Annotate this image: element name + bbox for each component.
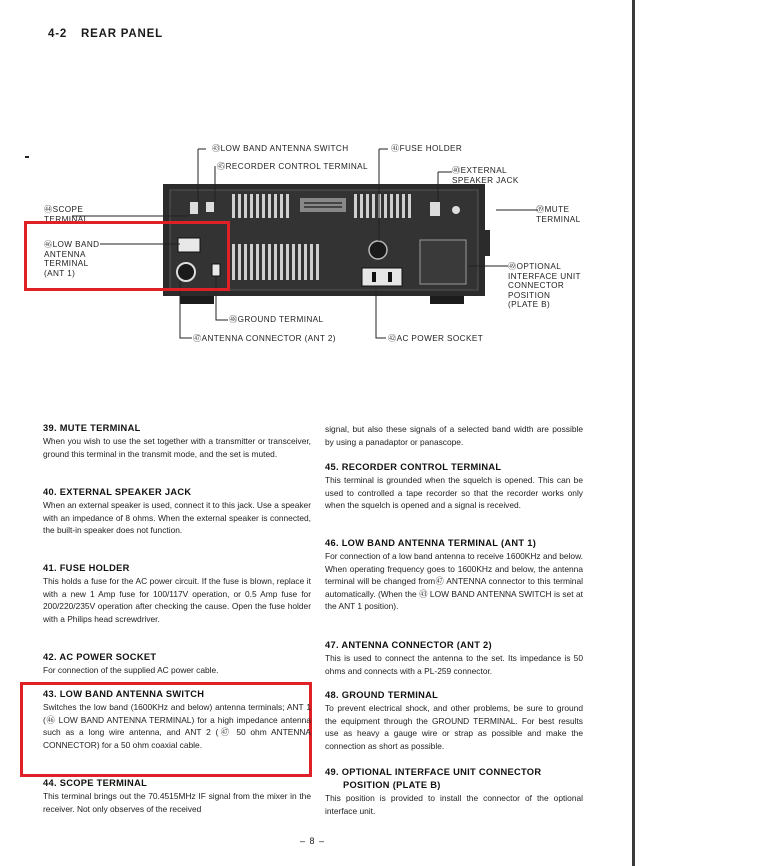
section-title: 46. LOW BAND ANTENNA TERMINAL (ANT 1) — [325, 538, 537, 548]
callout-external-speaker-jack: ㊵EXTERNAL SPEAKER JACK — [452, 166, 519, 185]
section-title-continued: POSITION (PLATE B) — [343, 780, 441, 790]
callout-low-band-antenna-terminal: ㊻LOW BAND ANTENNA TERMINAL (ANT 1) — [44, 240, 100, 278]
section-title: 41. FUSE HOLDER — [43, 563, 130, 573]
page-margin-area — [635, 0, 768, 866]
section-title: 40. EXTERNAL SPEAKER JACK — [43, 487, 192, 497]
side-handle — [485, 230, 490, 256]
section-title: 47. ANTENNA CONNECTOR (ANT 2) — [325, 640, 492, 650]
section-46 — [325, 537, 583, 613]
section-44 — [43, 777, 311, 815]
section-body: Switches the low band (1600KHz and below) antenna terminals; ANT 1 (㊻ LOW BAND ANTENNA TERMINAL) for a high impedance antenna such as a long wire antenna, and ANT 2 (㊼ 50 ohm ANTENNA CONNECTOR) for a 50 ohm coaxial cable. — [43, 702, 311, 750]
section-39 — [43, 422, 311, 460]
page-number: – 8 – — [300, 836, 326, 846]
fuse-holder-shape — [369, 241, 387, 259]
callout-scope-terminal: ㊹SCOPE TERMINAL — [44, 205, 89, 224]
section-body: This holds a fuse for the AC power circuit. If the fuse is blown, replace it with a new 1 Amp fuse for 100/117V operation, or 0.5 Amp fuse for 200/220/235V operation after checking the cause. Open the fuse holder with a Philips head screwdriver. — [43, 576, 311, 624]
section-43 — [43, 688, 311, 751]
lower-vent-grille — [232, 244, 319, 280]
section-title: 45. RECORDER CONTROL TERMINAL — [325, 462, 502, 472]
section-body: When you wish to use the set together with a transmitter or transceiver, ground this terminal in the transmit mode, and the set is muted. — [43, 436, 311, 459]
section-body: This terminal is grounded when the squelch is opened. This can be used to controlled a tape recorder so that the recorder works only when the squelch is opened and a signal is received. — [325, 475, 583, 511]
recorder-terminal-shape — [206, 202, 214, 212]
chassis-foot-left — [180, 296, 214, 304]
section-title: 48. GROUND TERMINAL — [325, 690, 439, 700]
section-body: signal, but also these signals of a selected band width are possible by using a panadaptor or panascope. — [325, 424, 583, 447]
callout-ac-power-socket: ㊷AC POWER SOCKET — [388, 334, 484, 343]
section-body: For connection of the supplied AC power cable. — [43, 665, 219, 675]
section-heading — [48, 28, 163, 40]
section-title: 43. LOW BAND ANTENNA SWITCH — [43, 689, 205, 699]
section-body: For connection of a low band antenna to receive 1600KHz and below. When operating frequency goes to 1600KHz and below, the antenna terminal will be changed from㊼ ANTENNA connector to this terminal automatically. (When the ㊸ LOW BAND ANTENNA SWITCH is set at the ANT 1 position). — [325, 551, 583, 612]
scope-terminal-shape — [190, 202, 198, 214]
section-body: This terminal brings out the 70.4515MHz IF signal from the mixer in the receiver. Not only observes of the received — [43, 791, 311, 814]
section-41 — [43, 562, 311, 625]
section-44-continued — [325, 423, 583, 448]
section-40 — [43, 486, 311, 537]
section-body: This is used to connect the antenna to the set. Its impedance is 50 ohms and connects with a PL-259 connector. — [325, 653, 583, 676]
section-title: 42. AC POWER SOCKET — [43, 652, 157, 662]
section-45 — [325, 461, 583, 512]
chassis-foot-right — [430, 296, 464, 304]
speaker-jack-shape — [430, 202, 440, 216]
section-42 — [43, 651, 311, 677]
section-title: 39. MUTE TERMINAL — [43, 423, 141, 433]
section-49 — [325, 766, 583, 817]
section-47 — [325, 639, 583, 677]
callout-mute-terminal: ㊴MUTE TERMINAL — [536, 205, 581, 224]
section-48 — [325, 689, 583, 752]
section-title: REAR PANEL — [81, 28, 163, 40]
callout-ground-terminal: ㊽GROUND TERMINAL — [229, 315, 324, 324]
section-title: 49. OPTIONAL INTERFACE UNIT CONNECTOR — [325, 767, 542, 777]
ac-socket-shape — [362, 268, 402, 286]
section-body: This position is provided to install the connector of the optional interface unit. — [325, 793, 583, 816]
section-number: 4-2 — [48, 28, 68, 40]
highlight-box-diagram — [24, 221, 230, 291]
callout-recorder-control-terminal: ㊺RECORDER CONTROL TERMINAL — [217, 162, 368, 171]
section-body: To prevent electrical shock, and other problems, be sure to ground the equipment through the GROUND TERMINAL. For best results use as heavy a gauge wire or strap as possible and make the connection as short as possible. — [325, 703, 583, 751]
callout-low-band-antenna-switch: ㊸LOW BAND ANTENNA SWITCH — [212, 144, 349, 153]
plate-b-shape — [420, 240, 466, 284]
callout-optional-interface-unit: ㊾OPTIONAL INTERFACE UNIT CONNECTOR POSITION (PLATE B) — [508, 262, 581, 309]
section-title: 44. SCOPE TERMINAL — [43, 778, 148, 788]
callout-fuse-holder: ㊶FUSE HOLDER — [391, 144, 463, 153]
callout-antenna-connector: ㊼ANTENNA CONNECTOR (ANT 2) — [193, 334, 336, 343]
section-body: When an external speaker is used, connect it to this jack. Use a speaker with an impedance of 8 ohms. When the external speaker is connected, the built-in speaker does not function. — [43, 500, 311, 536]
mute-terminal-shape — [452, 206, 460, 214]
heatsink — [300, 198, 346, 212]
